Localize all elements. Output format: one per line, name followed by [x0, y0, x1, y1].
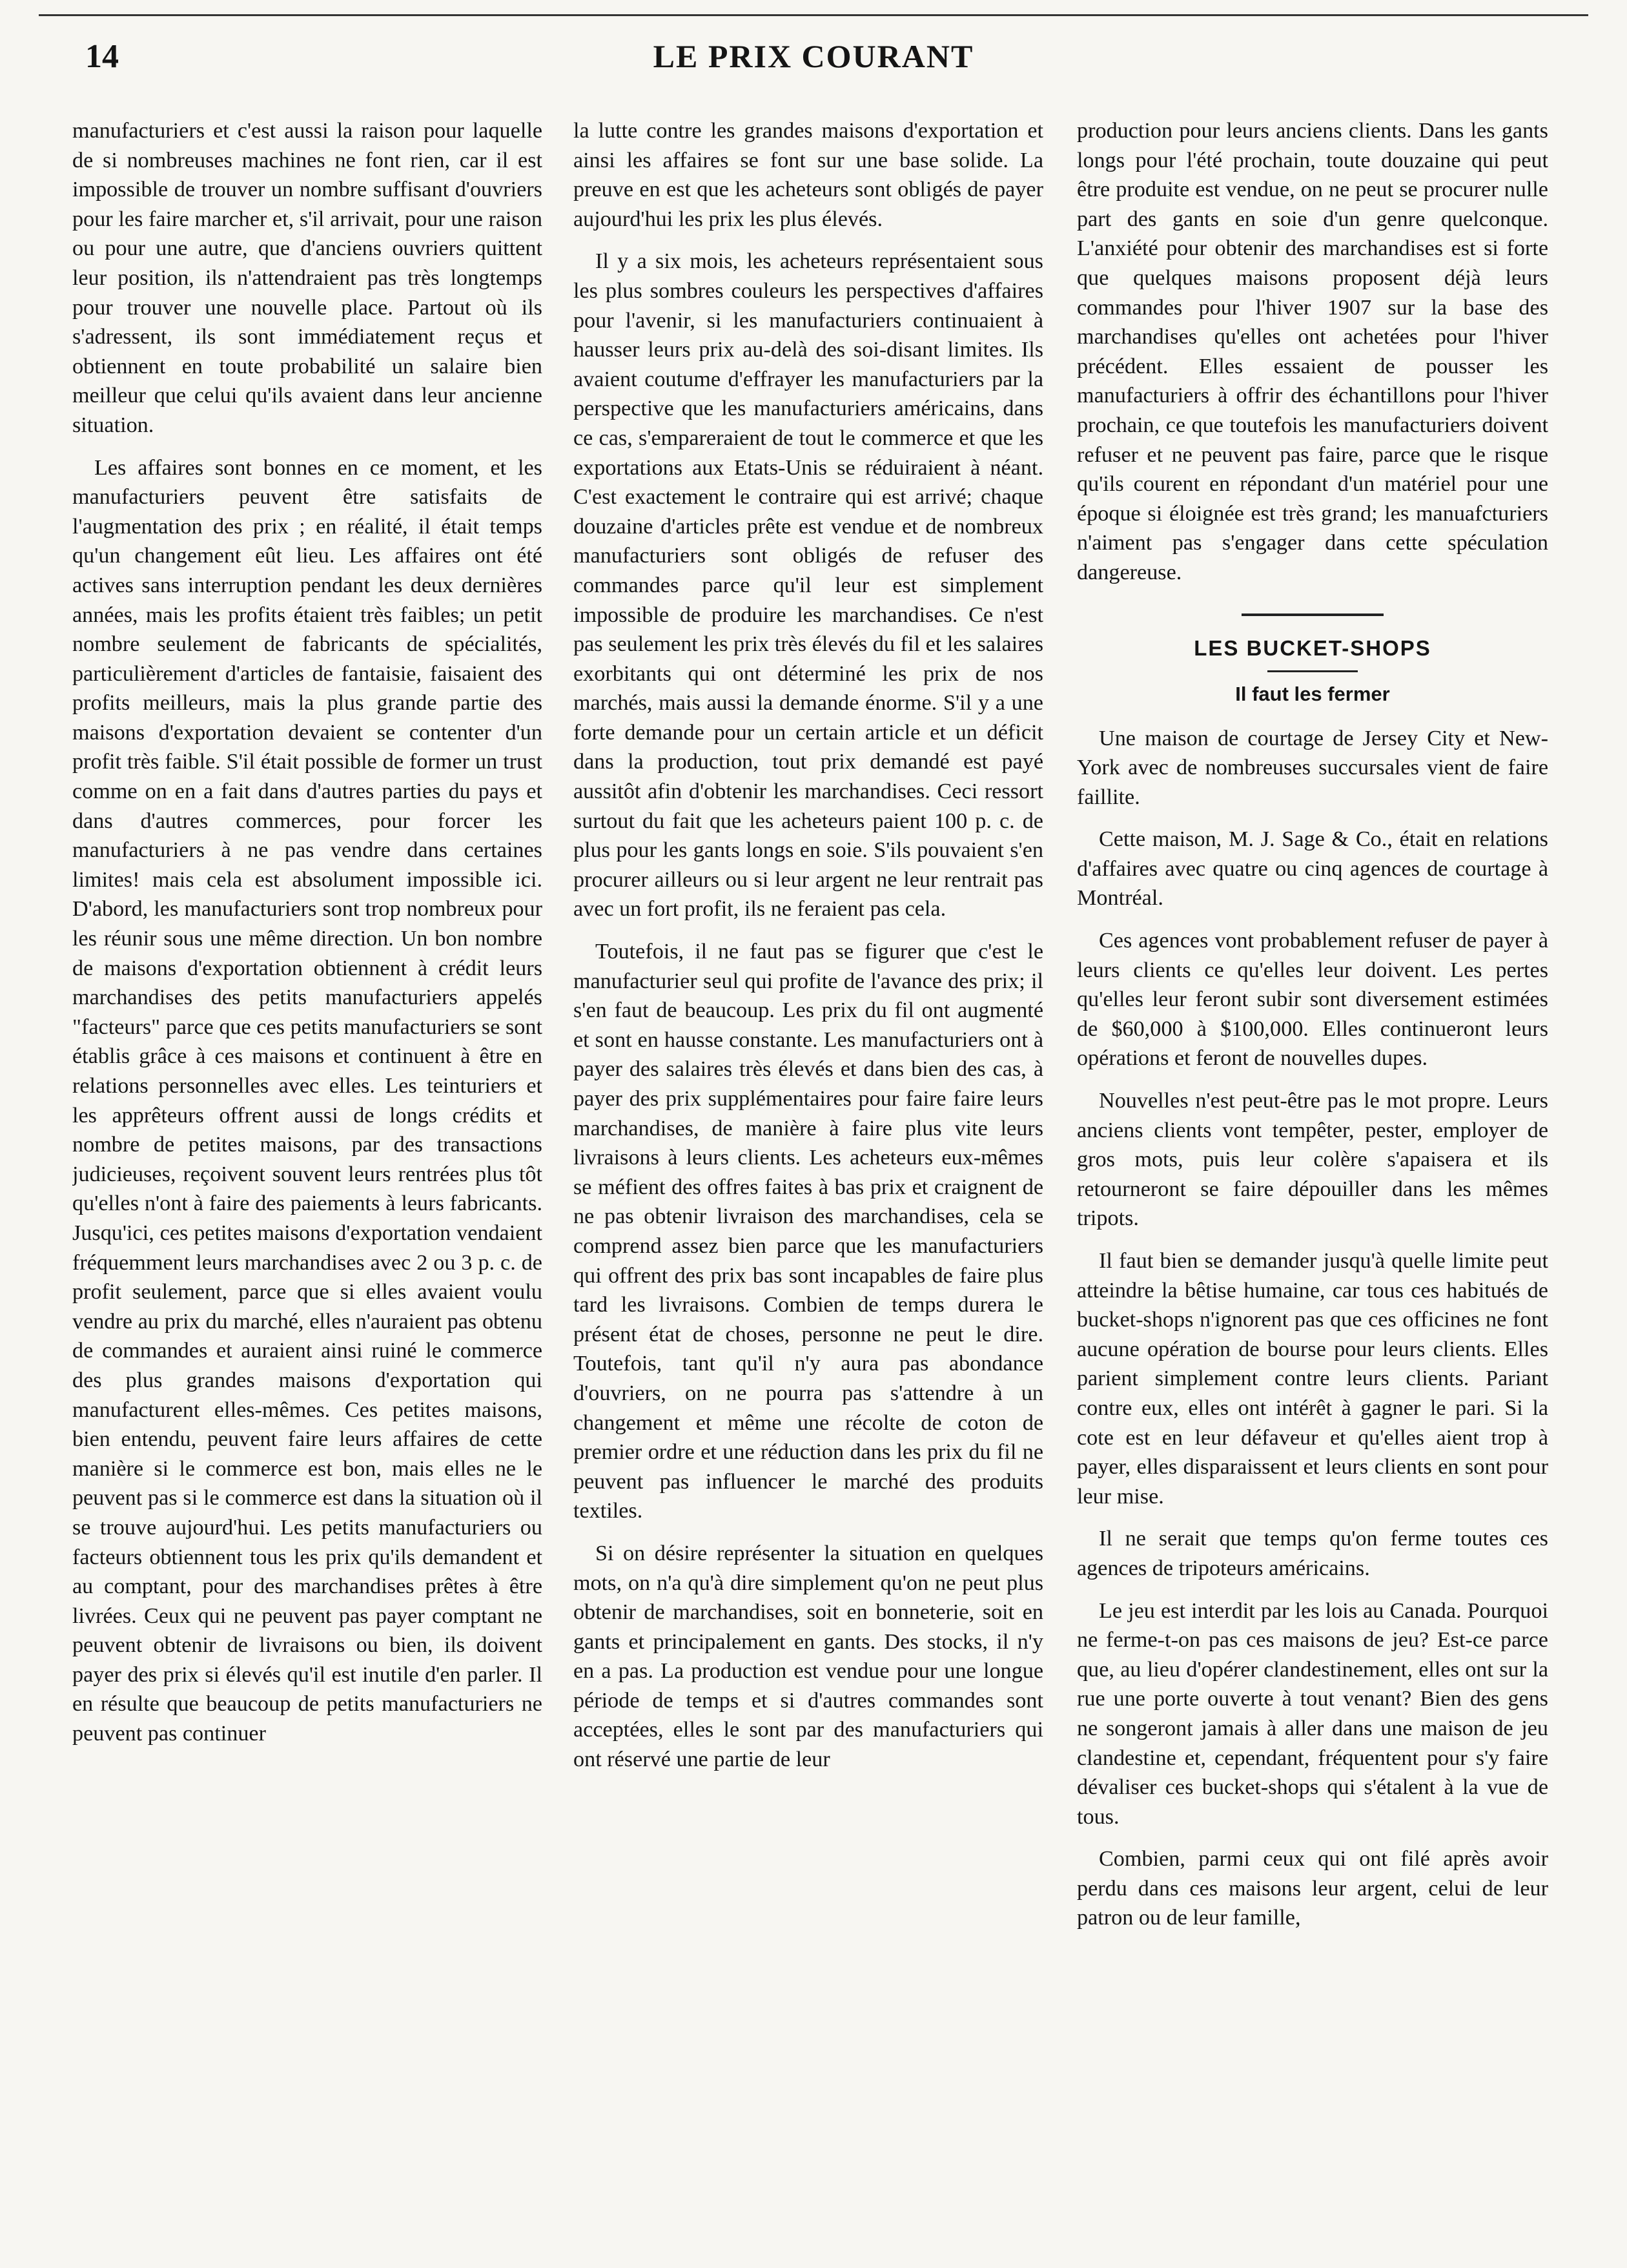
- text-column-1: [72, 116, 542, 2254]
- paragraph: Toutefois, il ne faut pas se figurer que c'est le manufacturier seul qui profite de l'avance des prix; il s'en faut de beaucoup. Les prix du fil ont augmenté et sont en hausse constante. Les manufacturiers ont à payer des salaires très élevés et dans bien des cas, à payer des prix supplémentaires pour faire faire leurs marchandises, de manière à faire plus vite leurs livraisons à leurs clients. Les acheteurs eux-mêmes se méfient des offres faites à bas prix et craignent de ne pas obtenir livraison des marchandises, cela se comprend assez bien parce que les manufacturiers qui offrent des prix bas sont incapables de faire plus tard les livraisons. Combien de temps durera le présent état de choses, personne ne peut le dire. Toutefois, tant qu'il n'y aura pas abondance d'ouvriers, on ne pourra pas s'attendre à un changement et même une récolte de coton de premier ordre et une réduction dans les prix du fil ne peuvent pas influencer le marché des produits textiles.: [573, 940, 1043, 1523]
- paragraph: production pour leurs anciens clients. Dans les gants longs pour l'été prochain, toute douzaine qui peut être produite est vendue, on ne peut se procurer nulle part des gants en soie d'un genre quelconque. L'anxiété pour obtenir des marchandises est si forte que quelques maisons proposent déjà leurs commandes pour l'hiver 1907 sur la base des marchandises qu'elles ont achetées pour l'hiver précédent. Elles essaient de pousser les manufacturiers à offrir des échantillons pour l'hiver prochain, ce que toutefois les manufacturiers doivent refuser et ne peuvent pas faire, parce que le risque qu'ils courent en répondant d'un matériel pour une époque si éloignée est très grand; les manuafcturiers n'aiment pas s'engager dans cette spéculation dangereuse.: [1077, 119, 1548, 584]
- paragraph: la lutte contre les grandes maisons d'exportation et ainsi les affaires se font sur une base solide. La preuve en est que les acheteurs sont obligés de payer aujourd'hui les prix les plus élevés.: [573, 119, 1043, 231]
- subtitle-divider: [1267, 670, 1358, 672]
- paragraph: Ces agences vont probablement refuser de payer à leurs clients ce qu'elles leur doivent. Les pertes qu'elles leur feront subir sont diversement estimées de $60,000 à $100,000. Elles continueront leurs opérations et feront de nouvelles dupes.: [1077, 929, 1548, 1071]
- paragraph: Il faut bien se demander jusqu'à quelle limite peut atteindre la bêtise humaine, car tous ces habitués de bucket-shops n'ignorent pas que ces officines ne font aucune opération de bourse pour leurs clients. Elles parient simplement contre leurs clients. Pariant contre eux, elles ont intérêt à gagner le pari. Si la cote est en leur défaveur et qu'elles aient trop à payer, elles disparaissent et leurs clients en sont pour leur mise.: [1077, 1249, 1548, 1509]
- paragraph: Les affaires sont bonnes en ce moment, et les manufacturiers peuvent être satisfaits de l'augmentation des prix ; en réalité, il était temps qu'un changement eût lieu. Les affaires ont été actives sans interruption pendant les deux dernières années, mais les profits étaient très faibles; un petit nombre seulement de fabricants de spécialités, particulièrement d'articles de fantaisie, faisaient des profits meilleurs, mais la plus grande partie des maisons d'exportation devaient se contenter d'un profit très faible. S'il était possible de former un trust comme on en a fait dans d'autres parties du pays et dans d'autres commerces, pour forcer les manufacturiers à ne pas vendre dans certaines limites! mais cela est absolument impossible ici. D'abord, les manufacturiers sont trop nombreux pour les réunir sous une même direction. Un bon nombre de maisons d'exportation obtiennent à crédit leurs marchandises des petits manufacturiers appelés "facteurs" parce que ces petits manufacturiers se sont établis grâce à ces maisons et continuent à être en relations personnelles avec elles. Les teinturiers et les apprêteurs offrent aussi de longs crédits et nombre de petites maisons, par des transactions judicieuses, reçoivent souvent leurs rentrées plus tôt qu'elles n'ont à faire des paiements à leurs fabricants. Jusqu'ici, ces petites maisons d'exportation vendaient fréquemment leurs marchandises avec 2 ou 3 p. c. de profit seulement, parce que si elles avaient voulu vendre au prix du marché, elles n'auraient pas obtenu de commandes et auraient ainsi ruiné le commerce des plus grandes maisons d'exportation qui manufacturent elles-mêmes. Ces petites maisons, bien entendu, peuvent faire leurs affaires de cette manière si le commerce est bon, mais elles ne le peuvent pas si le commerce est dans la situation où il se trouve aujourd'hui. Les petits manufacturiers ou facteurs obtiennent tous les prix qu'ils demandent et au comptant, pour des marchandises prêtes à être livrées. Ceux qui ne peuvent pas payer comptant ne peuvent obtenir de livraisons ou bien, ils doivent payer des prix si élevés qu'il est inutile d'en parler. Il en résulte que beaucoup de petits manufacturiers ne peuvent pas continuer: [72, 455, 542, 1746]
- paragraph: Si on désire représenter la situation en quelques mots, on n'a qu'à dire simplement qu'on ne peut plus obtenir de marchandises, soit en bonneterie, soit en gants et principalement en gants. Des stocks, il n'y en a pas. La production est vendue pour une longue période de temps et si d'autres commandes sont acceptées, elles le sont par des manufacturiers qui ont réservé une partie de leur: [573, 1541, 1043, 1772]
- paragraph: Combien, parmi ceux qui ont filé après avoir perdu dans ces maisons leur argent, celui de leur patron ou de leur famille,: [1077, 1847, 1548, 1930]
- journal-title: LE PRIX COURANT: [653, 38, 974, 74]
- text-column-3: [1077, 116, 1548, 2254]
- paragraph: Le jeu est interdit par les lois au Canada. Pourquoi ne ferme-t-on pas ces maisons de jeu? Est-ce parce que, au lieu d'opérer clandestinement, elles ont sur la rue une porte ouverte à tout venant? Bien des gens ne songeront jamais à aller dans une maison de jeu clandestine et, cependant, fréquentent pour s'y faire dévaliser ces bucket-shops qui s'étalent à la vue de tous.: [1077, 1598, 1548, 1829]
- paragraph: Nouvelles n'est peut-être pas le mot propre. Leurs anciens clients vont tempêter, pester, employer de gros mots, puis leur colère s'apaisera et ils retourneront se faire dépouiller dans les mêmes tripots.: [1077, 1089, 1548, 1231]
- paragraph: Il ne serait que temps qu'on ferme toutes ces agences de tripoteurs américains.: [1077, 1527, 1548, 1580]
- text-column-2: [573, 116, 1043, 2254]
- paragraph: Il y a six mois, les acheteurs représentaient sous les plus sombres couleurs les perspectives d'affaires pour l'avenir, si les manufacturiers continuaient à hausser leurs prix au-delà des soi-disant limites. Ils avaient coutume d'effrayer les manufacturiers par la perspective que les manufacturiers américains, dans ce cas, s'empareraient de tout le commerce et que les exportations aux Etats-Unis se réduiraient à néant. C'est exactement le contraire qui est arrivé; chaque douzaine d'articles prête est vendue et de nombreux manufacturiers sont obligés de refuser des commandes parce qu'il leur est simplement impossible de produire les marchandises. Ce n'est pas seulement les prix très élevés du fil et les salaires exorbitants qui ont déterminé les prix de nos marchés, mais aussi la demande énorme. S'il y a une forte demande pour un certain article et un déficit dans la production, tout prix demandé est payé aussitôt afin d'obtenir les marchandises. Ceci ressort surtout du fait que les acheteurs paient 100 p. c. de plus pour les gants longs en soie. S'ils pouvaient s'en procurer ailleurs ou si leur argent ne leur rentrait pas avec un fort profit, ils ne feraient pas cela.: [573, 249, 1043, 922]
- paragraph: manufacturiers et c'est aussi la raison pour laquelle de si nombreuses machines ne font rien, car il est impossible de trouver un nombre suffisant d'ouvriers pour les faire marcher et, s'il arrivait, pour une raison ou pour une autre, que d'anciens ouvriers quittent leur position, ils n'attendraient pas très longtemps pour trouver une nouvelle place. Partout où ils s'adressent, ils sont immédiatement reçus et obtiennent en toute probabilité un salaire bien meilleur que celui qu'ils avaient dans leur ancienne situation.: [72, 119, 542, 437]
- section-title: LES BUCKET-SHOPS: [1194, 635, 1431, 660]
- paragraph: Une maison de courtage de Jersey City et New-York avec de nombreuses succursales vient de faire faillite.: [1077, 726, 1548, 809]
- section-divider: [1242, 613, 1384, 616]
- section-subtitle: Il faut les fermer: [1235, 682, 1390, 705]
- page-number: 14: [85, 38, 119, 75]
- paragraph: Cette maison, M. J. Sage & Co., était en relations d'affaires avec quatre ou cinq agences de courtage à Montréal.: [1077, 827, 1548, 911]
- top-rule: [39, 14, 1588, 16]
